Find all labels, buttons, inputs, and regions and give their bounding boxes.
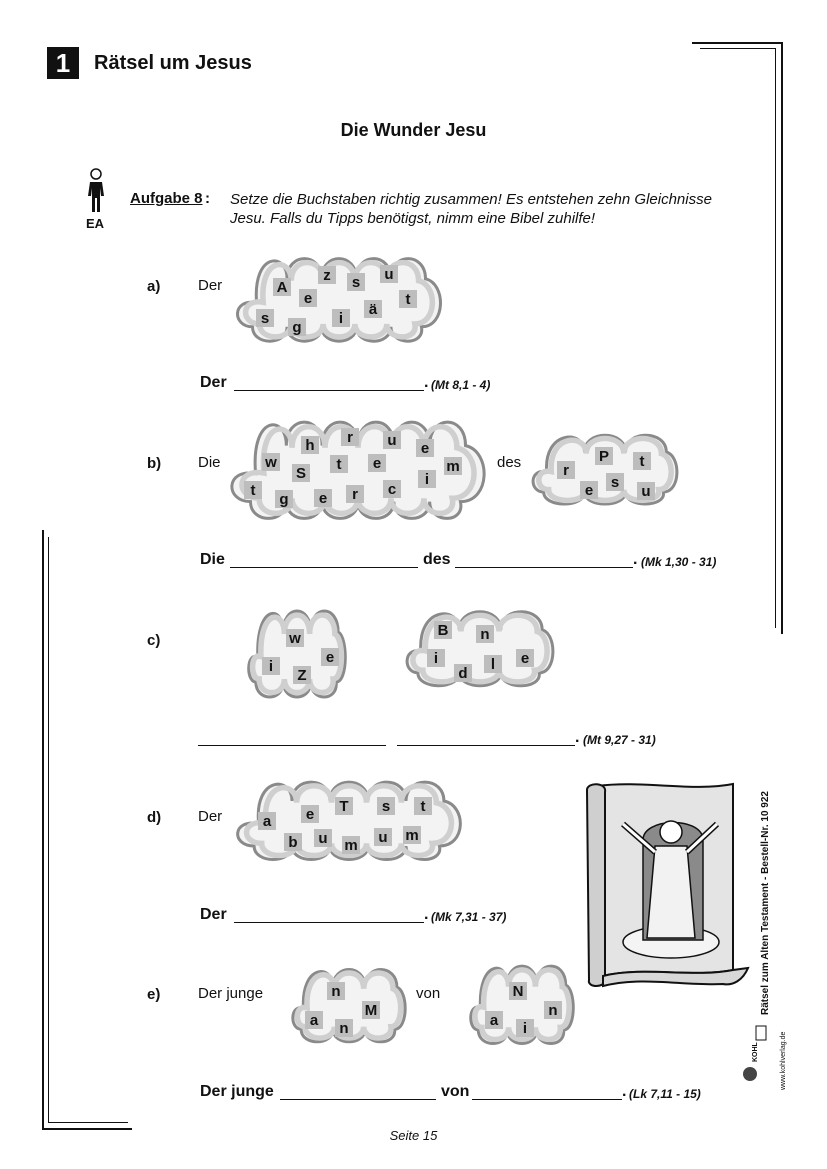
letter-tile: i [516,1019,534,1037]
letter-tile: e [516,649,534,667]
item-b-answer-line-2[interactable] [455,567,633,568]
item-a-pre: Der [198,277,223,294]
letter-tile: g [275,490,293,508]
item-e-answer-line-2[interactable] [472,1099,622,1100]
item-e-end: . [622,1083,627,1100]
item-c-label: c) [147,632,161,649]
chapter-number: 1 [47,47,79,79]
item-b-answer-pre: Die [200,551,225,568]
page-number: Seite 15 [389,1128,438,1143]
item-b-mid: des [497,454,522,471]
item-a-end: . [424,374,429,391]
item-d-answer-pre: Der [200,906,227,923]
letter-tile: s [377,797,395,815]
letter-tile: e [314,489,332,507]
letter-tile: w [286,629,304,647]
task-colon: : [205,190,210,207]
letter-tile: c [383,480,401,498]
letter-tile: M [362,1001,380,1019]
person-icon [86,168,106,216]
letter-tile: m [403,826,421,844]
letter-tile: P [595,447,613,465]
chapter-title: Rätsel um Jesus [94,52,252,74]
item-a-label: a) [147,278,161,295]
item-b-pre: Die [198,454,221,471]
letter-tile: t [330,455,348,473]
letter-tile: m [342,836,360,854]
letter-tile: s [606,473,624,491]
item-c-ref: (Mt 9,27 - 31) [583,733,656,747]
item-e-label: e) [147,986,161,1003]
letter-tile: a [485,1011,503,1029]
letter-tile: e [299,289,317,307]
frame-bottom-left-v1 [42,530,44,1130]
item-b-ref: (Mk 1,30 - 31) [641,555,717,569]
task-label: Aufgabe 8 [130,190,203,207]
publisher-name: KOHL [752,1042,759,1062]
letter-tile: d [454,664,472,682]
letter-tile: B [434,621,452,639]
item-d-label: d) [147,809,162,826]
letter-tile: a [305,1011,323,1029]
item-b-answer-line-1[interactable] [230,567,418,568]
letter-tile: e [321,648,339,666]
letter-tile: u [383,431,401,449]
item-d-ref: (Mk 7,31 - 37) [431,910,507,924]
item-e-answer-mid: von [441,1083,470,1100]
letter-tile: A [273,278,291,296]
item-e-mid: von [416,985,441,1002]
item-a-answer-pre: Der [200,374,227,391]
letter-tile: i [427,649,445,667]
letter-tile: i [332,309,350,327]
letter-tile: l [484,655,502,673]
letter-tile: T [335,797,353,815]
letter-tile: g [288,318,306,336]
item-e-ref: (Lk 7,11 - 15) [629,1087,701,1101]
letter-tile: S [292,464,310,482]
letter-tile: b [284,833,302,851]
item-e-answer-pre: Der junge [200,1083,274,1100]
letter-tile: e [580,481,598,499]
item-b-end: . [633,551,638,568]
scroll-illustration [583,780,751,992]
frame-top-right-h2 [700,48,775,49]
letter-tile: a [258,812,276,830]
item-b-cloud-2 [532,428,678,508]
letter-tile: e [368,454,386,472]
letter-tile: u [380,265,398,283]
letter-tile: i [418,470,436,488]
letter-tile: w [262,453,280,471]
item-c-answer-line-2[interactable] [397,745,575,746]
order-number-text: Rätsel zum Alten Testament - Bestell-Nr. 10 922 [760,791,771,1015]
item-b-answer-mid: des [423,551,451,568]
item-c-cloud-2 [406,604,554,690]
letter-tile: n [335,1019,353,1037]
page-title: Die Wunder Jesu [340,120,487,140]
item-c-answer-line-1[interactable] [198,745,386,746]
item-e-answer-line-1[interactable] [280,1099,436,1100]
letter-tile: i [262,657,280,675]
item-a-answer-line[interactable] [234,390,424,391]
item-b-label: b) [147,455,162,472]
letter-tile: n [476,625,494,643]
letter-tile: ä [364,300,382,318]
letter-tile: r [557,461,575,479]
item-d-pre: Der [198,808,223,825]
ea-label: EA [86,216,105,231]
letter-tile: r [341,428,359,446]
letter-tile: z [318,266,336,284]
letter-tile: n [544,1001,562,1019]
letter-tile: s [256,309,274,327]
letter-tile: e [301,805,319,823]
letter-tile: u [637,482,655,500]
letter-tile: u [374,828,392,846]
frame-top-right-h1 [692,42,782,44]
letter-tile: r [346,485,364,503]
publisher-url: www.kohlverlag.de [780,1031,787,1090]
letter-tile: m [444,457,462,475]
letter-tile: Z [293,666,311,684]
letter-tile: t [414,797,432,815]
item-d-answer-line[interactable] [234,922,424,923]
letter-tile: e [416,439,434,457]
frame-bottom-left-h2 [48,1122,128,1123]
letter-tile: t [244,481,262,499]
item-c-end: . [575,729,580,746]
letter-tile: n [327,982,345,1000]
letter-tile: N [509,982,527,1000]
letter-tile: h [301,436,319,454]
letter-tile: s [347,273,365,291]
item-d-end: . [424,906,429,923]
item-a-ref: (Mt 8,1 - 4) [431,378,491,392]
letter-tile: t [399,290,417,308]
frame-bottom-left-v2 [48,537,49,1123]
letter-tile: u [314,829,332,847]
item-e-pre: Der junge [198,985,264,1002]
letter-tile: t [633,452,651,470]
task-instructions: Setze die Buchstaben richtig zusammen! Es entstehen zehn Gleichnisse Jesu. Falls du Tipps benötigst, nimm eine Bibel zuhilfe! [230,191,712,227]
